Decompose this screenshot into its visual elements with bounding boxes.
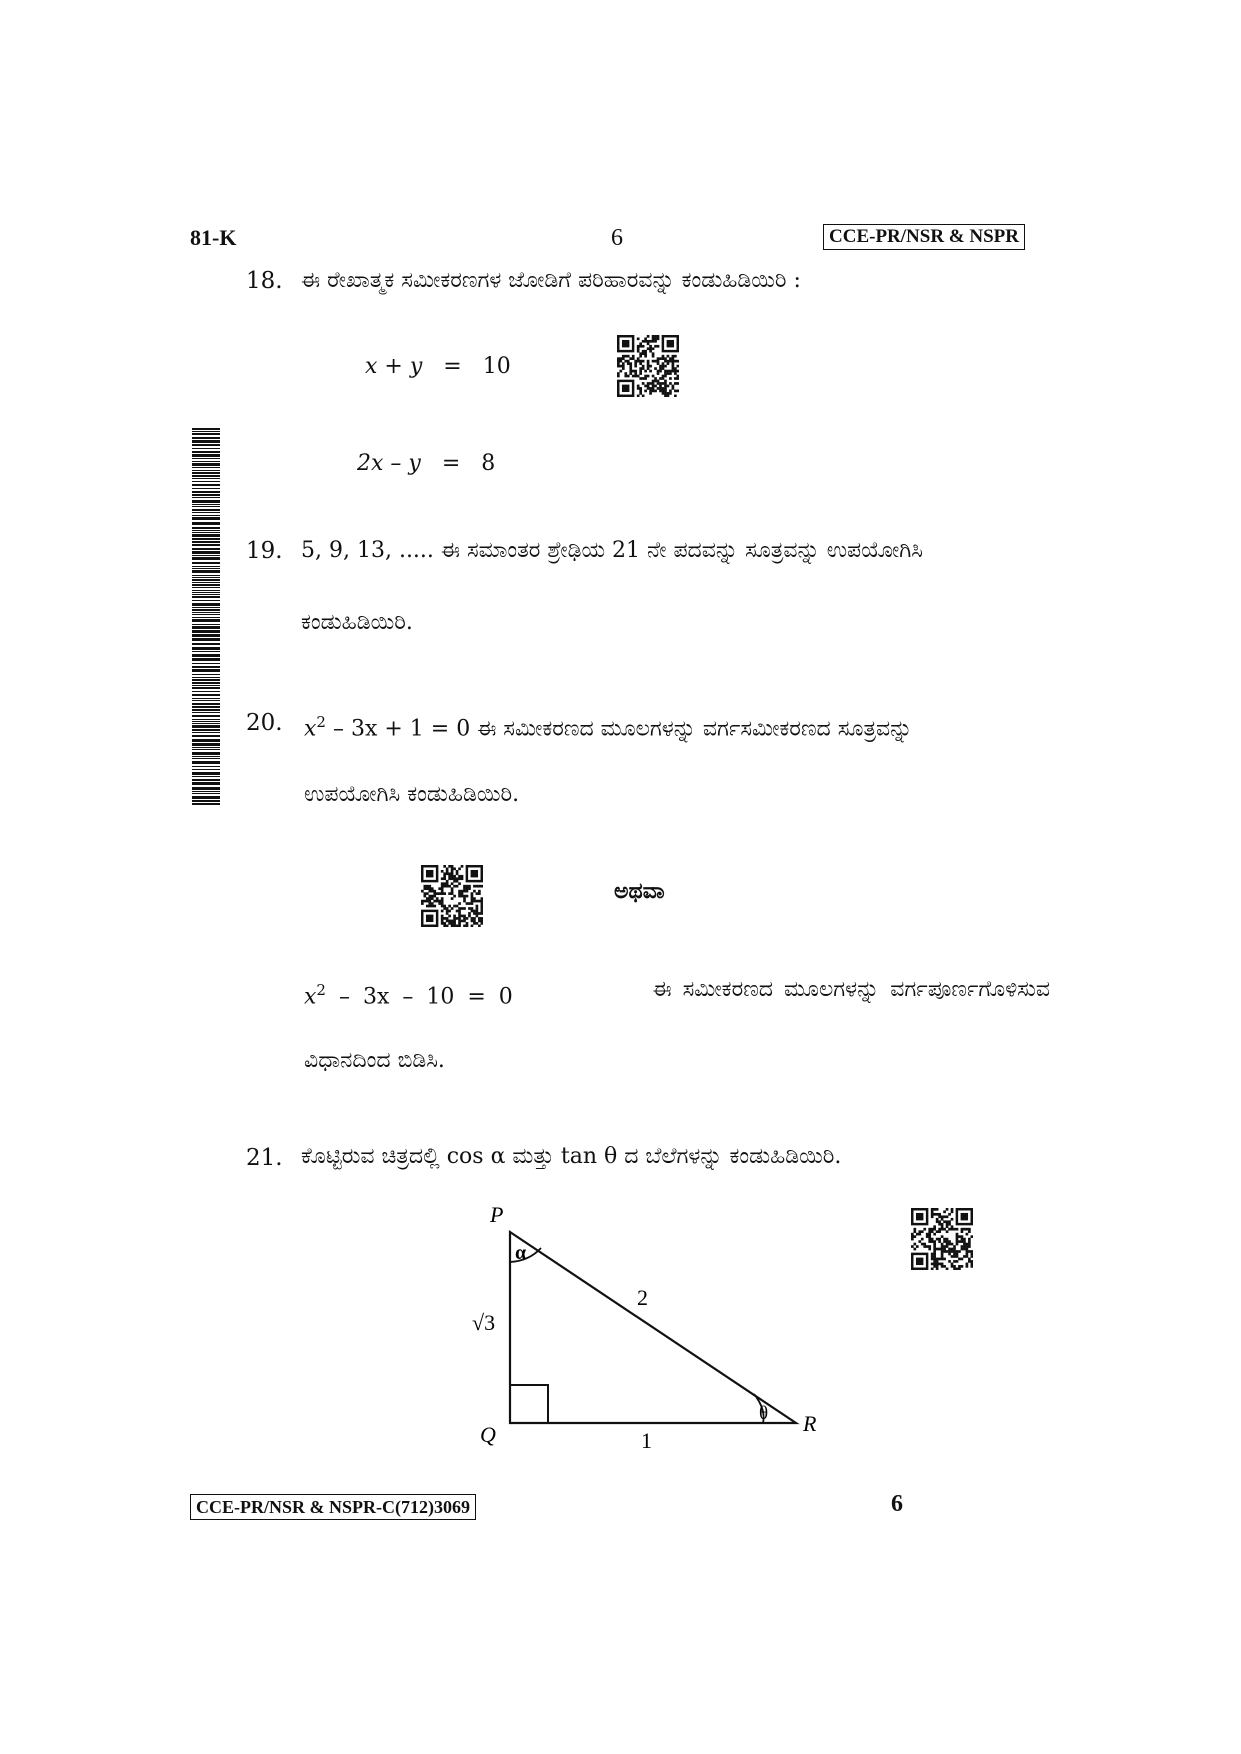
question-18-text: ಈ ರೇಖಾತ್ಮಕ ಸಮೀಕರಣಗಳ ಜೋಡಿಗೆ ಪರಿಹಾರವನ್ನು ಕಂಡುಹಿಡಿಯಿರಿ : xyxy=(301,268,801,293)
question-19-line-2: ಕಂಡುಹಿಡಿಯಿರಿ. xyxy=(301,610,413,635)
question-21-text: ಕೊಟ್ಟಿರುವ ಚಿತ್ರದಲ್ಲಿ cos α ಮತ್ತು tan θ ದ ಬೆಲೆಗಳನ್ನು ಕಂಡುಹಿಡಿಯಿರಿ. xyxy=(301,1144,842,1169)
question-20-alt-line-1 xyxy=(304,975,1050,1012)
equation-2-lhs: 2x – y xyxy=(357,451,421,476)
triangle-pqr xyxy=(510,1232,796,1423)
vertex-q-label: Q xyxy=(480,1422,496,1447)
question-number-20: 20. xyxy=(246,710,283,736)
qr-code-icon xyxy=(911,1208,973,1270)
alt-quadratic-expression: – 3x – 10 = 0 xyxy=(325,984,513,1010)
vertex-p-label: P xyxy=(490,1202,504,1227)
question-number-18: 18. xyxy=(246,268,283,294)
equation-1-lhs: x + y xyxy=(365,354,423,379)
question-20-alt-line-2: ವಿಧಾನದಿಂದ ಬಿಡಿಸಿ. xyxy=(304,1048,445,1073)
equation-2-equals: = xyxy=(441,451,461,476)
page-number-top: 6 xyxy=(611,225,623,251)
barcode-icon xyxy=(192,428,220,806)
vertex-r-label: R xyxy=(803,1411,817,1436)
equation-2-rhs: 8 xyxy=(481,451,496,476)
page-number-bottom: 6 xyxy=(891,1491,903,1517)
question-19-line-1: 5, 9, 13, ..... ಈ ಸಮಾಂತರ ಶ್ರೇಢಿಯ 21 ನೇ ಪದವನ್ನು ಸೂತ್ರವನ್ನು ಉಪಯೋಗಿಸಿ xyxy=(301,538,923,563)
quadratic-exponent: 2 xyxy=(316,713,326,731)
paper-code: 81-K xyxy=(190,225,237,250)
alt-quadratic-variable: x xyxy=(304,984,317,1010)
question-20-line-1 xyxy=(304,707,912,744)
side-qr-label: 1 xyxy=(641,1428,652,1453)
quadratic-expression: – 3x + 1 = 0 xyxy=(325,716,471,742)
qr-code-icon xyxy=(617,335,679,397)
question-number-19: 19. xyxy=(246,538,283,564)
right-triangle-figure xyxy=(460,1195,840,1460)
alt-quadratic-exponent: 2 xyxy=(316,981,326,999)
equation-1 xyxy=(365,354,511,379)
question-20-text: ಈ ಸಮೀಕರಣದ ಮೂಲಗಳನ್ನು ವರ್ಗಸಮೀಕರಣದ ಸೂತ್ರವನ್ನು xyxy=(470,716,913,742)
right-angle-marker xyxy=(510,1385,548,1423)
question-20-line-2: ಉಪಯೋಗಿಸಿ ಕಂಡುಹಿಡಿಯಿರಿ. xyxy=(304,782,520,807)
side-pr-label: 2 xyxy=(637,1285,648,1310)
angle-theta-label: θ xyxy=(759,1403,769,1424)
exam-code-box: CCE-PR/NSR & NSPR xyxy=(823,224,1025,250)
side-pq-label: √3 xyxy=(472,1310,496,1335)
equation-1-equals: = xyxy=(443,354,462,379)
quadratic-variable: x xyxy=(304,716,317,742)
question-20-alt-text: ಈ ಸಮೀಕರಣದ ಮೂಲಗಳನ್ನು ವರ್ಗಪೂರ್ಣಗೊಳಿಸುವ xyxy=(652,977,1050,1002)
or-label: ಅಥವಾ xyxy=(614,878,665,904)
question-number-21: 21. xyxy=(246,1145,283,1171)
angle-alpha-label: α xyxy=(515,1242,527,1264)
equation-1-rhs: 10 xyxy=(482,354,511,379)
qr-code-icon xyxy=(421,865,483,927)
footer-code-box: CCE-PR/NSR & NSPR-C(712)3069 xyxy=(190,1494,476,1520)
equation-2 xyxy=(357,451,495,476)
